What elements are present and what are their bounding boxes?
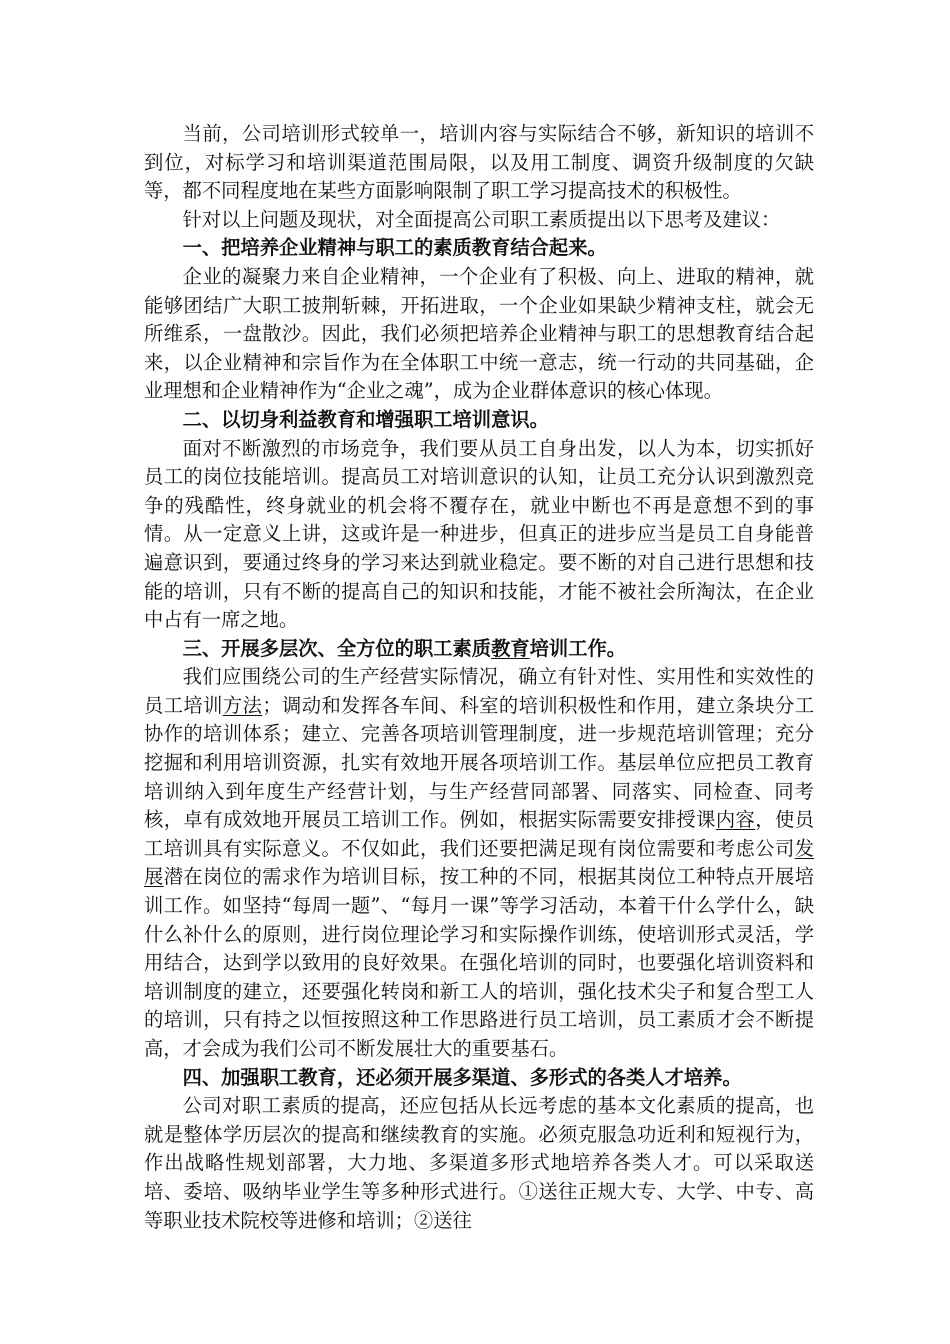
paragraph-section-2: 面对不断激烈的市场竞争，我们要从员工自身出发，以人为本，切实抓好员工的岗位技能培训。提高员工对培训意识的认知，让员工充分认识到激烈竞争的残酷性，终身就业的机会将不覆存在，就业中断也不再是意想不到的事情。从一定意义上讲，这或许是一种进步，但真正的进步应当是员工自身能普遍意识到，要通过终身的学习来达到就业稳定。要不断的对自己进行思想和技能的培训，只有不断的提高自己的知识和技能，才能不被社会所淘汰，在企业中占有一席之地。 xyxy=(144,436,814,632)
heading-section-2: 二、以切身利益教育和增强职工培训意识。 xyxy=(182,407,549,431)
heading-section-3-text-a: 三、开展多层次、全方位的职工素质 xyxy=(182,636,492,660)
heading-section-3-text-b: 培训工作。 xyxy=(529,636,627,660)
link-content[interactable]: 内容 xyxy=(715,808,756,832)
heading-section-3 xyxy=(144,635,814,664)
link-education[interactable]: 教育 xyxy=(491,636,530,660)
paragraph-section-4: 公司对职工素质的提高，还应包括从长远考虑的基本文化素质的提高，也就是整体学历层次的提高和继续教育的实施。必须克服急功近利和短视行为，作出战略性规划部署，大力地、多渠道多形式地培养各类人才。可以采取送培、委培、吸纳毕业学生等多种形式进行。①送往正规大专、大学、中专、高等职业技术院校等进修和培训；②送往 xyxy=(144,1094,814,1232)
paragraph-section-3-text-d: 潜在岗位的需求作为培训目标，按工种的不同，根据其岗位工种特点开展培训工作。如坚持“每周一题”、“每月一课”等学习活动，本着干什么学什么，缺什么补什么的原则，进行岗位理论学习和实际操作训练，使培训形式灵活，学用结合，达到学以致用的良好效果。在强化培训的同时，也要强化培训资料和培训制度的建立，还要强化转岗和新工人的培训，强化技术尖子和复合型工人的培训，只有持之以恒按照这种工作思路进行员工培训，员工素质才会不断提高，才会成为我们公司不断发展壮大的重要基石。 xyxy=(144,865,814,1060)
paragraph-section-1: 企业的凝聚力来自企业精神，一个企业有了积极、向上、进取的精神，就能够团结广大职工披荆斩棘，开拓进取，一个企业如果缺少精神支柱，就会无所维系，一盘散沙。因此，我们必须把培养企业精神与职工的思想教育结合起来，以企业精神和宗旨作为在全体职工中统一意志，统一行动的共同基础，企业理想和企业精神作为“企业之魂”，成为企业群体意识的核心体现。 xyxy=(144,264,814,403)
paragraph-section-3-text-c: ，使员工培训具有实际意义。不仅如此，我们还要把满足现有岗位需要和考虑公司 xyxy=(144,808,814,860)
heading-section-4: 四、加强职工教育，还必须开展多渠道、多形式的各类人才培养。 xyxy=(182,1065,742,1089)
paragraph-section-3 xyxy=(144,663,814,1063)
paragraph-section-3-text-b: ；调动和发挥各车间、科室的培训积极性和作用，建立条块分工协作的培训体系；建立、完善各项培训管理制度，进一步规范培训管理；充分挖掘和利用培训资源，扎实有效地开展各项培训工作。基层单位应把员工教育培训纳入到年度生产经营计划，与生产经营同部署、同落实、同检查、同考核，卓有成效地开展员工培训工作。例如，根据实际需要安排授课 xyxy=(144,693,814,832)
paragraph-proposal: 针对以上问题及现状，对全面提高公司职工素质提出以下思考及建议： xyxy=(182,207,781,231)
link-development[interactable]: 发展 xyxy=(144,836,814,889)
document-page xyxy=(144,120,814,1235)
paragraph-intro: 当前，公司培训形式较单一，培训内容与实际结合不够，新知识的培训不到位，对标学习和培训渠道范围局限，以及用工制度、调资升级制度的欠缺等，都不同程度地在某些方面影响限制了职工学习提高技术的积极性。 xyxy=(144,122,814,203)
paragraph-section-3-text-a: 我们应围绕公司的生产经营实际情况，确立有针对性、实用性和实效性的员工培训 xyxy=(144,665,814,717)
heading-section-1: 一、把培养企业精神与职工的素质教育结合起来。 xyxy=(182,236,607,260)
link-method[interactable]: 方法 xyxy=(222,693,263,717)
